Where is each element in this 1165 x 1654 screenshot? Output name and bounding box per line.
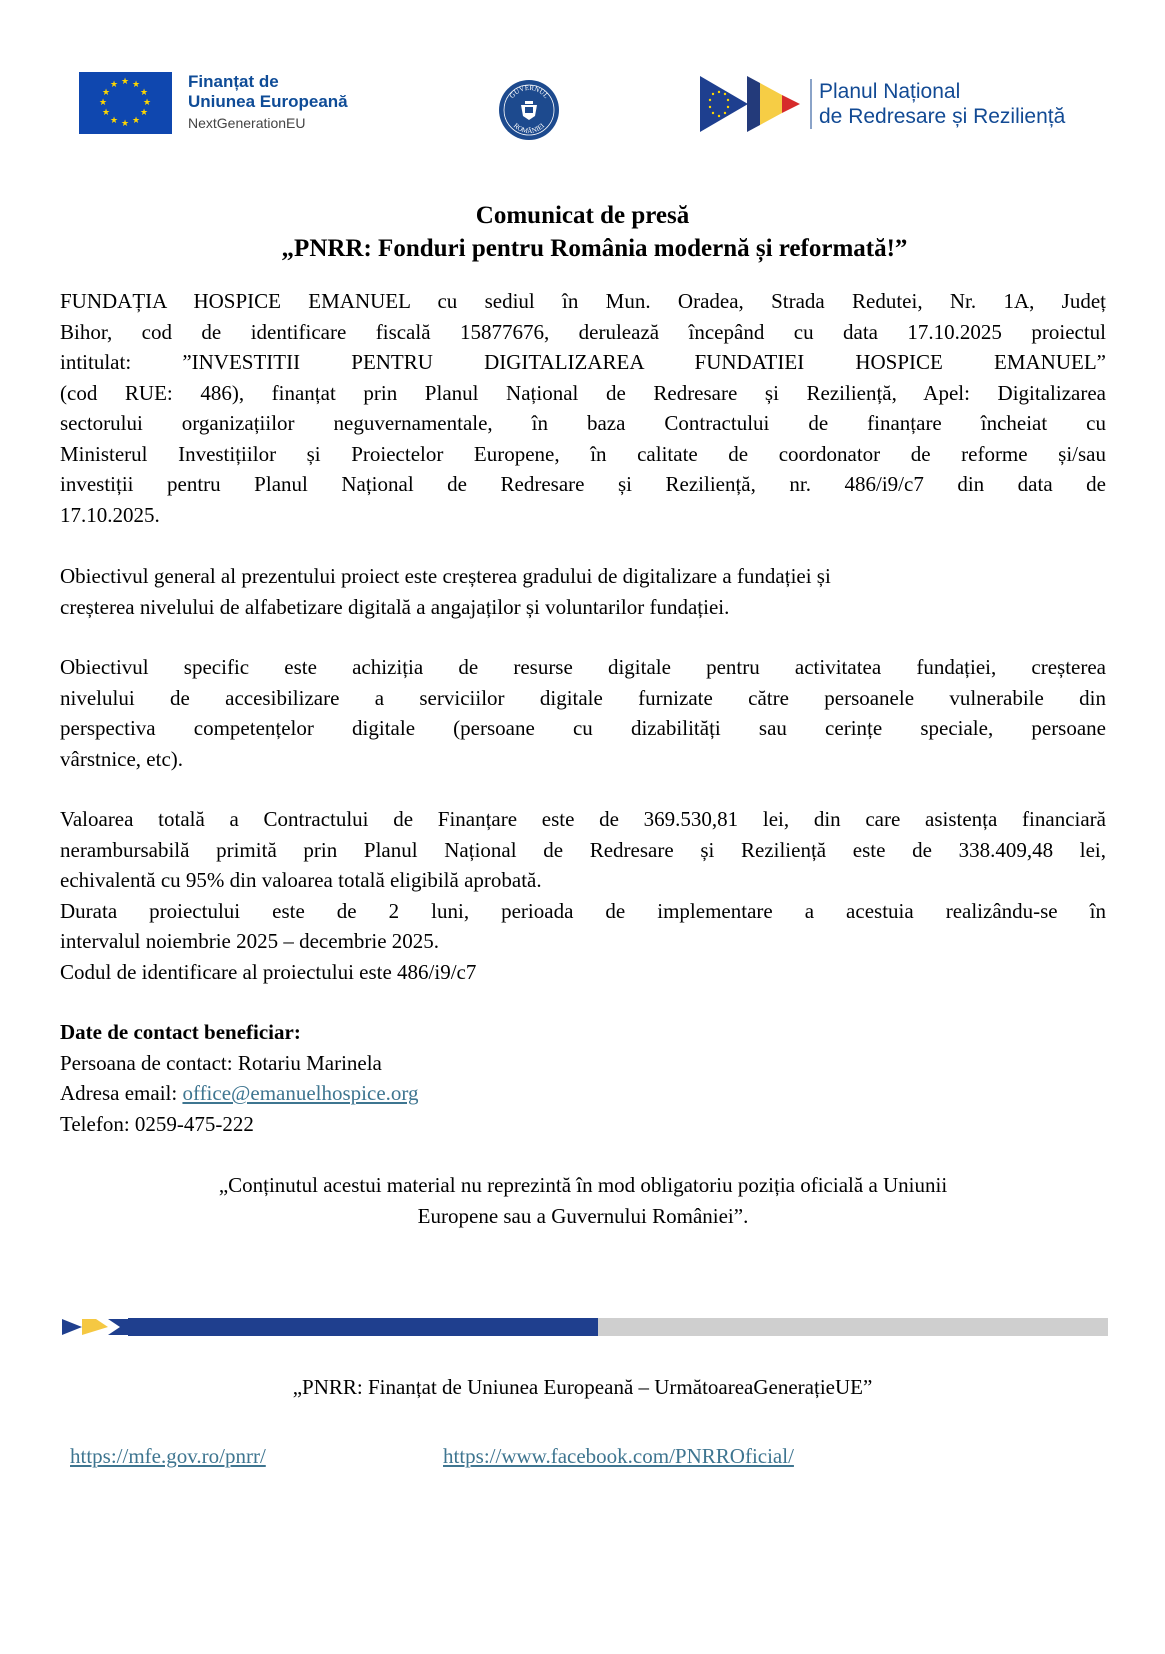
romanian-government-seal xyxy=(499,80,559,140)
contact-person: Persoana de contact: Rotariu Marinela xyxy=(60,1050,382,1075)
document-subtitle: „PNRR: Fonduri pentru România modernă și reformată!” xyxy=(281,235,908,262)
bar-grey-segment xyxy=(598,1318,1108,1336)
eu-logo-line1: Finanțat de xyxy=(188,72,279,91)
text-line: Ministerul Investițiilor și Proiectelor Europene, în calitate de coordonator de reforme și/sau xyxy=(60,441,1106,466)
eu-flag-icon: ★ ★ ★ ★ ★ ★ ★ ★ ★ ★ ★ ★ xyxy=(79,72,172,134)
text-line: intitulat: ”INVESTITII PENTRU DIGITALIZAREA FUNDATIEI HOSPICE EMANUEL” xyxy=(60,350,1106,374)
eu-logo-line3: NextGenerationEU xyxy=(188,115,306,131)
text-line: Obiectivul general al prezentului proiect este creșterea gradului de digitalizare a fundației și xyxy=(60,564,831,588)
bar-blue-segment xyxy=(58,1318,598,1336)
footer-divider-bar xyxy=(58,1318,1108,1336)
paragraph-intro xyxy=(60,286,1106,530)
text-line: Durata proiectului este de 2 luni, perioada de implementare a acestuia realizându-se în xyxy=(60,898,1106,923)
text-line: vârstnice, etc). xyxy=(60,746,184,771)
text-line: Codul de identificare al proiectului este 486/i9/c7 xyxy=(60,959,477,984)
text-line: Obiectivul specific este achiziția de resurse digitale pentru activitatea fundației, creșterea xyxy=(60,655,1106,679)
text-line: investiții pentru Planul Național de Redresare și Reziliență, nr. 486/i9/c7 din data de xyxy=(60,472,1106,496)
document-title: Comunicat de presă xyxy=(475,202,690,229)
disclaimer-line2: Europene sau a Guvernului României”. xyxy=(417,1203,749,1228)
text-line: intervalul noiembrie 2025 – decembrie 2025. xyxy=(60,929,440,953)
paragraph-specific-objective xyxy=(60,652,1106,774)
text-line: echivalentă cu 95% din valoarea totală eligibilă aprobată. xyxy=(60,868,542,892)
seal-text-top: GUVERNUL xyxy=(507,83,551,100)
paragraph-general-objective xyxy=(60,561,1106,622)
text-line: Bihor, cod de identificare fiscală 15877676, derulează începând cu data 17.10.2025 proiectul xyxy=(60,319,1106,344)
text-line: 17.10.2025. xyxy=(60,502,160,527)
email-label: Adresa email: xyxy=(60,1081,183,1105)
contact-heading: Date de contact beneficiar: xyxy=(60,1020,301,1044)
paragraph-financing xyxy=(60,804,1106,987)
email-link[interactable]: office@emanuelhospice.org xyxy=(182,1081,419,1105)
eu-logo-line2: Uniunea Europeană xyxy=(188,92,348,111)
text-line: (cod RUE: 486), finanțat prin Planul Național de Redresare și Reziliență, Apel: Digitalizarea xyxy=(60,380,1106,405)
contact-email-line xyxy=(60,1078,1106,1109)
disclaimer-line1: „Conținutul acestui material nu reprezintă în mod obligatoriu poziția oficială a Uniunii xyxy=(218,1173,948,1197)
text-line: creșterea nivelului de alfabetizare digitală a angajaților și voluntarilor fundației. xyxy=(60,594,730,619)
footer-link-mfe[interactable]: https://mfe.gov.ro/pnrr/ xyxy=(70,1444,266,1468)
eu-funding-logo xyxy=(79,72,348,134)
text-line: nivelului de accesibilizare a serviciilor digitale furnizate către persoanele vulnerabile din xyxy=(60,685,1106,710)
pnrr-logo-line2: de Redresare și Reziliență xyxy=(819,105,1066,128)
seal-text-bottom: ROMÂNIEI xyxy=(511,121,547,136)
footer-slogan: „PNRR: Finanțat de Uniunea Europeană – UrmătoareaGenerațieUE” xyxy=(292,1375,873,1399)
text-line: perspectiva competențelor digitale (persoane cu dizabilități sau cerințe speciale, persoane xyxy=(60,716,1106,740)
pnrr-logo-line1: Planul Național xyxy=(819,80,961,103)
footer-arrows-icon xyxy=(58,1316,128,1338)
text-line: nerambursabilă primită prin Planul Național de Redresare și Reziliență este de 338.409,48 lei, xyxy=(60,837,1106,862)
pnrr-logo xyxy=(700,76,1065,132)
contact-section xyxy=(60,1017,1106,1139)
contact-phone: Telefon: 0259-475-222 xyxy=(60,1111,254,1136)
pnrr-arrows-icon xyxy=(700,76,806,132)
footer-link-facebook[interactable]: https://www.facebook.com/PNRROficial/ xyxy=(443,1444,794,1468)
text-line: sectorului organizațiilor neguvernamentale, în baza Contractului de finanțare încheiat cu xyxy=(60,411,1106,435)
text-line: Valoarea totală a Contractului de Finanțare este de 369.530,81 lei, din care asistența financiară xyxy=(60,807,1106,831)
text-line: FUNDAȚIA HOSPICE EMANUEL cu sediul în Mun. Oradea, Strada Redutei, Nr. 1A, Județ xyxy=(60,289,1106,313)
disclaimer xyxy=(60,1170,1106,1231)
